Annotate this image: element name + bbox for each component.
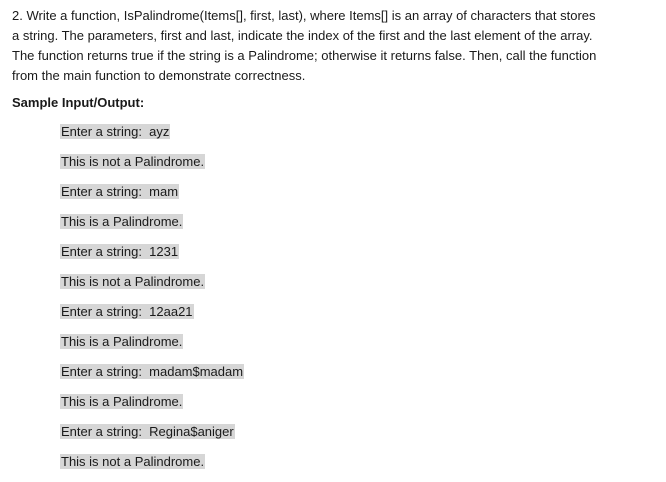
sample-io-line xyxy=(60,302,244,322)
sample-io-text: Enter a string: Regina$aniger xyxy=(61,424,234,439)
sample-io-line xyxy=(60,152,244,172)
sample-io-text: This is not a Palindrome. xyxy=(61,454,205,469)
problem-statement xyxy=(12,6,658,86)
sample-io-text: This is not a Palindrome. xyxy=(61,154,205,169)
sample-io-line xyxy=(60,392,244,412)
sample-io-line xyxy=(60,122,244,142)
document-page xyxy=(12,6,658,469)
sample-io-line xyxy=(60,422,244,442)
sample-io-line xyxy=(60,362,244,382)
sample-io-text: This is a Palindrome. xyxy=(61,334,183,349)
sample-io-line xyxy=(60,452,244,472)
problem-line: The function returns true if the string is a Palindrome; otherwise it returns false. Then, call the function xyxy=(12,48,597,63)
sample-io-heading: Sample Input/Output: xyxy=(12,95,145,110)
sample-io-line xyxy=(60,272,244,292)
problem-line: from the main function to demonstrate correctness. xyxy=(12,68,306,83)
sample-io-list xyxy=(60,122,244,482)
sample-io-line xyxy=(60,242,244,262)
sample-io-text: This is not a Palindrome. xyxy=(61,274,205,289)
sample-io-text: Enter a string: mam xyxy=(61,184,179,199)
problem-line: a string. The parameters, first and last, indicate the index of the first and the last element of the array. xyxy=(12,28,593,43)
sample-io-line xyxy=(60,182,244,202)
sample-io-line xyxy=(60,332,244,352)
sample-io-text: Enter a string: 1231 xyxy=(61,244,179,259)
problem-line: 2. Write a function, IsPalindrome(Items[], first, last), where Items[] is an array of characters that stores xyxy=(12,8,596,23)
sample-io-text: Enter a string: 12aa21 xyxy=(61,304,193,319)
sample-io-line xyxy=(60,212,244,232)
sample-io-text: This is a Palindrome. xyxy=(61,214,183,229)
sample-io-text: Enter a string: ayz xyxy=(61,124,170,139)
sample-io-text: This is a Palindrome. xyxy=(61,394,183,409)
sample-io-text: Enter a string: madam$madam xyxy=(61,364,244,379)
